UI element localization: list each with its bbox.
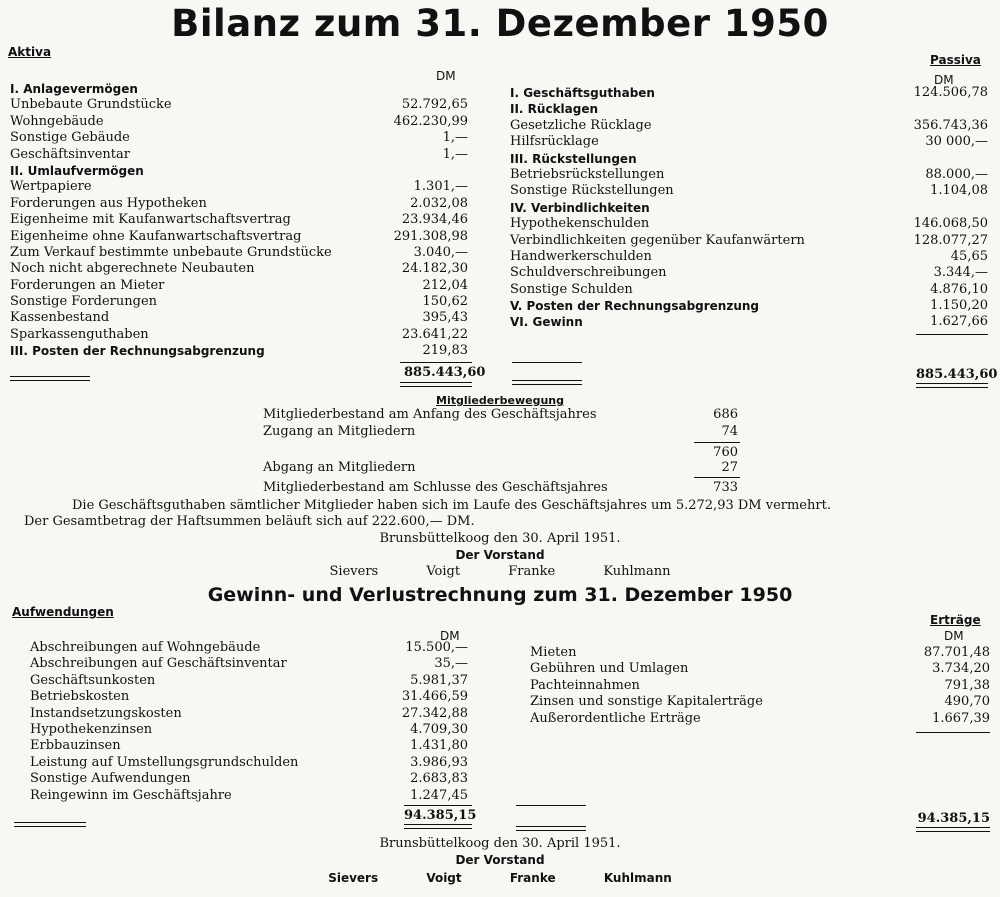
members-start-label: Mitgliederbestand am Anfang des Geschäftsjahres bbox=[263, 407, 597, 422]
expenses-currency: DM bbox=[440, 629, 460, 643]
passiva-row bbox=[510, 265, 988, 281]
passiva-row bbox=[510, 314, 988, 330]
expense-row-label: Erbbauzinsen bbox=[30, 738, 121, 754]
income-currency: DM bbox=[944, 629, 964, 643]
pnl-signatories bbox=[0, 870, 1000, 886]
passiva-row-label: I. Geschäftsguthaben bbox=[510, 86, 655, 100]
aktiva-row-label: III. Posten der Rechnungsabgrenzung bbox=[10, 344, 265, 359]
aktiva-row-label: Eigenheime mit Kaufanwartschaftsvertrag bbox=[10, 212, 291, 228]
passiva-row bbox=[510, 200, 988, 216]
signatory-name: Sievers bbox=[329, 564, 379, 579]
income-row-value: 490,70 bbox=[944, 694, 990, 710]
signatory-name: Voigt bbox=[426, 871, 462, 885]
aktiva-row-label: Wohngebäude bbox=[10, 113, 104, 129]
pnl-place-date: Brunsbüttelkoog den 30. April 1951. bbox=[379, 836, 621, 851]
passiva-row bbox=[510, 85, 988, 101]
members-left-value: 27 bbox=[721, 460, 738, 475]
pnl-title: Gewinn- und Verlustrechnung zum 31. Dezember 1950 bbox=[207, 584, 793, 606]
aktiva-row-value: 52.792,65 bbox=[401, 97, 468, 113]
passiva-row-label: Betriebsrückstellungen bbox=[510, 166, 665, 182]
income-row-value: 87.701,48 bbox=[923, 645, 990, 660]
aktiva-row-value: 1.301,— bbox=[413, 179, 468, 195]
aktiva-row bbox=[10, 245, 468, 261]
members-start-value: 686 bbox=[713, 407, 738, 422]
expense-row-value: 1.431,80 bbox=[410, 738, 468, 754]
passiva-row-value: 1.627,66 bbox=[930, 314, 988, 330]
balance-board: Der Vorstand bbox=[455, 548, 545, 562]
aktiva-row-value: 212,04 bbox=[422, 277, 468, 293]
expense-row-value: 35,— bbox=[434, 656, 468, 672]
aktiva-total-rule bbox=[400, 382, 472, 387]
expense-row-label: Instandsetzungskosten bbox=[30, 705, 182, 721]
income-row-value: 791,38 bbox=[944, 677, 990, 693]
aktiva-row-value: 3.040,— bbox=[413, 244, 468, 260]
aktiva-row bbox=[10, 229, 468, 245]
signatory-name: Voigt bbox=[426, 564, 461, 579]
aktiva-row-value: 395,43 bbox=[422, 310, 468, 326]
signatory-name: Kuhlmann bbox=[603, 564, 671, 579]
aktiva-row-value: 1,— bbox=[442, 146, 468, 162]
aktiva-row-value: 23.641,22 bbox=[401, 326, 468, 342]
aktiva-row-label: Kassenbestand bbox=[10, 310, 110, 326]
note-line-1: Die Geschäftsguthaben sämtlicher Mitglieder haben sich im Laufe des Geschäftsjahres um 5.272,93 DM vermehrt. bbox=[72, 498, 831, 513]
passiva-row-value: 356.743,36 bbox=[913, 117, 988, 133]
income-total-rule bbox=[916, 827, 990, 832]
aktiva-row-label: Forderungen aus Hypotheken bbox=[10, 195, 207, 211]
aktiva-row-value: 150,62 bbox=[422, 294, 468, 310]
signatory-name: Franke bbox=[508, 564, 556, 579]
expenses-left-rule bbox=[14, 822, 86, 827]
passiva-row-value: 146.068,50 bbox=[913, 216, 988, 232]
aktiva-row bbox=[10, 130, 468, 146]
income-row-label: Mieten bbox=[530, 645, 577, 660]
income-row-value: 1.667,39 bbox=[932, 710, 990, 726]
passiva-row bbox=[510, 298, 988, 314]
expense-row-label: Hypothekenzinsen bbox=[30, 721, 153, 737]
income-row bbox=[530, 661, 990, 677]
expense-row bbox=[30, 689, 468, 705]
expense-row-label: Leistung auf Umstellungsgrundschulden bbox=[30, 754, 299, 770]
passiva-row-value: 128.077,27 bbox=[913, 232, 988, 248]
balance-place-date: Brunsbüttelkoog den 30. April 1951. bbox=[379, 531, 621, 546]
aktiva-row-label: Zum Verkauf bestimmte unbebaute Grundstücke bbox=[10, 244, 332, 260]
aktiva-row-value: 23.934,46 bbox=[401, 212, 468, 228]
passiva-total-rule bbox=[916, 383, 988, 388]
pnl-board: Der Vorstand bbox=[455, 853, 545, 867]
passiva-row-label: III. Rückstellungen bbox=[510, 151, 637, 166]
expense-row-value: 31.466,59 bbox=[401, 689, 468, 705]
income-left-rule bbox=[516, 826, 586, 831]
expense-row-label: Geschäftsunkosten bbox=[30, 672, 156, 688]
aktiva-row-label: Sonstige Gebäude bbox=[10, 130, 130, 146]
expenses-sum-line bbox=[404, 805, 472, 806]
passiva-row-value: 3.344,— bbox=[933, 265, 988, 281]
passiva-row bbox=[510, 151, 988, 167]
passiva-currency: DM bbox=[934, 73, 954, 87]
passiva-row bbox=[510, 216, 988, 232]
passiva-row bbox=[510, 167, 988, 183]
expense-row-value: 4.709,30 bbox=[410, 721, 468, 737]
income-total: 94.385,15 bbox=[917, 811, 990, 826]
passiva-sum-line bbox=[916, 334, 988, 335]
aktiva-header: Aktiva bbox=[8, 45, 52, 59]
members-sum-line bbox=[694, 442, 740, 443]
passiva-row-label: Hilfsrücklage bbox=[510, 134, 599, 150]
income-row bbox=[530, 645, 990, 661]
passiva-row-label: Schuldverschreibungen bbox=[510, 265, 667, 281]
passiva-row bbox=[510, 282, 988, 298]
passiva-row-value: 88.000,— bbox=[925, 166, 988, 182]
aktiva-row-label: Sonstige Forderungen bbox=[10, 294, 158, 310]
expense-row bbox=[30, 738, 468, 754]
expense-row bbox=[30, 771, 468, 787]
members-end-value: 733 bbox=[713, 480, 738, 495]
passiva-row-label: II. Rücklagen bbox=[510, 102, 599, 117]
passiva-row bbox=[510, 233, 988, 249]
aktiva-sum-line bbox=[400, 362, 472, 363]
aktiva-row-value: 2.032,08 bbox=[410, 195, 468, 211]
aktiva-total: 885.443,60 bbox=[404, 365, 486, 380]
passiva-row-label: Hypothekenschulden bbox=[510, 216, 650, 232]
aktiva-row-value: 1,— bbox=[442, 130, 468, 146]
aktiva-currency: DM bbox=[436, 69, 456, 83]
signatory-name: Kuhlmann bbox=[603, 871, 672, 885]
passiva-row-value: 30 000,— bbox=[925, 134, 988, 150]
income-row-label: Pachteinnahmen bbox=[530, 677, 640, 693]
aktiva-left-rule bbox=[10, 376, 90, 381]
members-heading: Mitgliederbewegung bbox=[436, 394, 564, 407]
expense-row bbox=[30, 755, 468, 771]
members-left-label: Abgang an Mitgliedern bbox=[263, 460, 416, 475]
aktiva-row bbox=[10, 81, 468, 97]
income-row-label: Zinsen und sonstige Kapitalerträge bbox=[530, 694, 763, 710]
expense-row bbox=[30, 640, 468, 656]
expenses-list bbox=[30, 640, 468, 804]
passiva-row bbox=[510, 118, 988, 134]
expenses-header: Aufwendungen bbox=[12, 605, 114, 619]
income-header: Erträge bbox=[930, 613, 981, 627]
aktiva-row bbox=[10, 179, 468, 195]
expense-row-label: Abschreibungen auf Wohngebäude bbox=[30, 640, 261, 655]
income-row bbox=[530, 694, 990, 710]
income-row-label: Außerordentliche Erträge bbox=[530, 710, 701, 726]
aktiva-row-label: Sparkassenguthaben bbox=[10, 326, 149, 342]
passiva-row-label: Sonstige Rückstellungen bbox=[510, 183, 674, 199]
passiva-row-value: 1.104,08 bbox=[930, 183, 988, 199]
passiva-row-value: 45,65 bbox=[950, 248, 988, 264]
expense-row-label: Abschreibungen auf Geschäftsinventar bbox=[30, 656, 287, 672]
expense-row-value: 15.500,— bbox=[405, 640, 468, 655]
expense-row-label: Reingewinn im Geschäftsjahre bbox=[30, 787, 232, 803]
aktiva-row-label: Eigenheime ohne Kaufanwartschaftsvertrag bbox=[10, 228, 302, 244]
passiva-row-value: 1.150,20 bbox=[930, 298, 988, 314]
members-subtotal: 760 bbox=[713, 445, 738, 460]
passiva-row bbox=[510, 249, 988, 265]
passiva-header: Passiva bbox=[930, 53, 981, 67]
aktiva-row-label: Noch nicht abgerechnete Neubauten bbox=[10, 261, 255, 277]
passiva-row bbox=[510, 101, 988, 117]
signatory-name: Sievers bbox=[328, 871, 379, 885]
aktiva-list bbox=[10, 81, 468, 360]
aktiva-row-label: Wertpapiere bbox=[10, 179, 92, 195]
expense-row-value: 2.683,83 bbox=[410, 771, 468, 787]
aktiva-row-value: 219,83 bbox=[422, 343, 468, 359]
aktiva-row bbox=[10, 310, 468, 326]
note-line-2: Der Gesamtbetrag der Haftsummen beläuft sich auf 222.600,— DM. bbox=[24, 514, 475, 529]
aktiva-row bbox=[10, 327, 468, 343]
expense-row-value: 1.247,45 bbox=[410, 787, 468, 803]
expenses-total-rule bbox=[404, 824, 472, 829]
aktiva-row bbox=[10, 97, 468, 113]
passiva-row-label: IV. Verbindlichkeiten bbox=[510, 200, 650, 215]
expense-row bbox=[30, 706, 468, 722]
passiva-row bbox=[510, 134, 988, 150]
passiva-row-label: Sonstige Schulden bbox=[510, 281, 633, 297]
members-added-label: Zugang an Mitgliedern bbox=[263, 424, 416, 439]
income-row-value: 3.734,20 bbox=[932, 661, 990, 677]
aktiva-row bbox=[10, 261, 468, 277]
balance-signatories bbox=[0, 564, 1000, 580]
income-list bbox=[530, 645, 990, 727]
expense-row-value: 27.342,88 bbox=[401, 705, 468, 721]
aktiva-row bbox=[10, 163, 468, 179]
passiva-row-label: V. Posten der Rechnungsabgrenzung bbox=[510, 299, 760, 314]
passiva-row-value: 4.876,10 bbox=[930, 281, 988, 297]
aktiva-row-value: 291.308,98 bbox=[393, 228, 468, 244]
expenses-total: 94.385,15 bbox=[404, 808, 477, 823]
passiva-row-value: 124.506,78 bbox=[913, 85, 988, 100]
members-end-line bbox=[694, 477, 740, 478]
expense-row bbox=[30, 656, 468, 672]
expense-row-label: Sonstige Aufwendungen bbox=[30, 771, 191, 787]
income-row bbox=[530, 678, 990, 694]
aktiva-row-value: 462.230,99 bbox=[393, 113, 468, 129]
passiva-row-label: VI. Gewinn bbox=[510, 315, 583, 330]
signatory-name: Franke bbox=[509, 871, 556, 885]
expense-row-value: 3.986,93 bbox=[410, 754, 468, 770]
passiva-row-label: Verbindlichkeiten gegenüber Kaufanwärtern bbox=[510, 232, 805, 248]
passiva-list bbox=[510, 85, 988, 331]
aktiva-row bbox=[10, 196, 468, 212]
income-row-label: Gebühren und Umlagen bbox=[530, 661, 689, 677]
members-added-value: 74 bbox=[721, 424, 738, 439]
aktiva-row bbox=[10, 147, 468, 163]
aktiva-row bbox=[10, 343, 468, 359]
aktiva-row bbox=[10, 212, 468, 228]
aktiva-row bbox=[10, 294, 468, 310]
aktiva-row-label: Unbebaute Grundstücke bbox=[10, 97, 172, 113]
passiva-row-label: Gesetzliche Rücklage bbox=[510, 117, 652, 133]
passiva-left-rule bbox=[512, 380, 582, 385]
aktiva-row-label: Forderungen an Mieter bbox=[10, 277, 165, 293]
aktiva-row-label: II. Umlaufvermögen bbox=[10, 163, 144, 178]
expense-row-value: 5.981,37 bbox=[410, 672, 468, 688]
aktiva-row bbox=[10, 114, 468, 130]
income-sum-line bbox=[916, 732, 990, 733]
aktiva-row-value: 24.182,30 bbox=[401, 261, 468, 277]
income-row bbox=[530, 711, 990, 727]
expense-row bbox=[30, 673, 468, 689]
passiva-total: 885.443,60 bbox=[916, 367, 998, 382]
aktiva-row-label: I. Anlagevermögen bbox=[10, 82, 138, 96]
balance-title: Bilanz zum 31. Dezember 1950 bbox=[171, 2, 829, 45]
passiva-row-label: Handwerkerschulden bbox=[510, 248, 652, 264]
members-end-label: Mitgliederbestand am Schlusse des Geschäftsjahres bbox=[263, 480, 608, 495]
aktiva-row-label: Geschäftsinventar bbox=[10, 146, 130, 162]
expense-row bbox=[30, 722, 468, 738]
income-mid-line bbox=[516, 805, 586, 806]
passiva-mid-line bbox=[512, 362, 582, 363]
expense-row-label: Betriebskosten bbox=[30, 689, 130, 705]
passiva-row bbox=[510, 183, 988, 199]
aktiva-row bbox=[10, 278, 468, 294]
expense-row bbox=[30, 788, 468, 804]
